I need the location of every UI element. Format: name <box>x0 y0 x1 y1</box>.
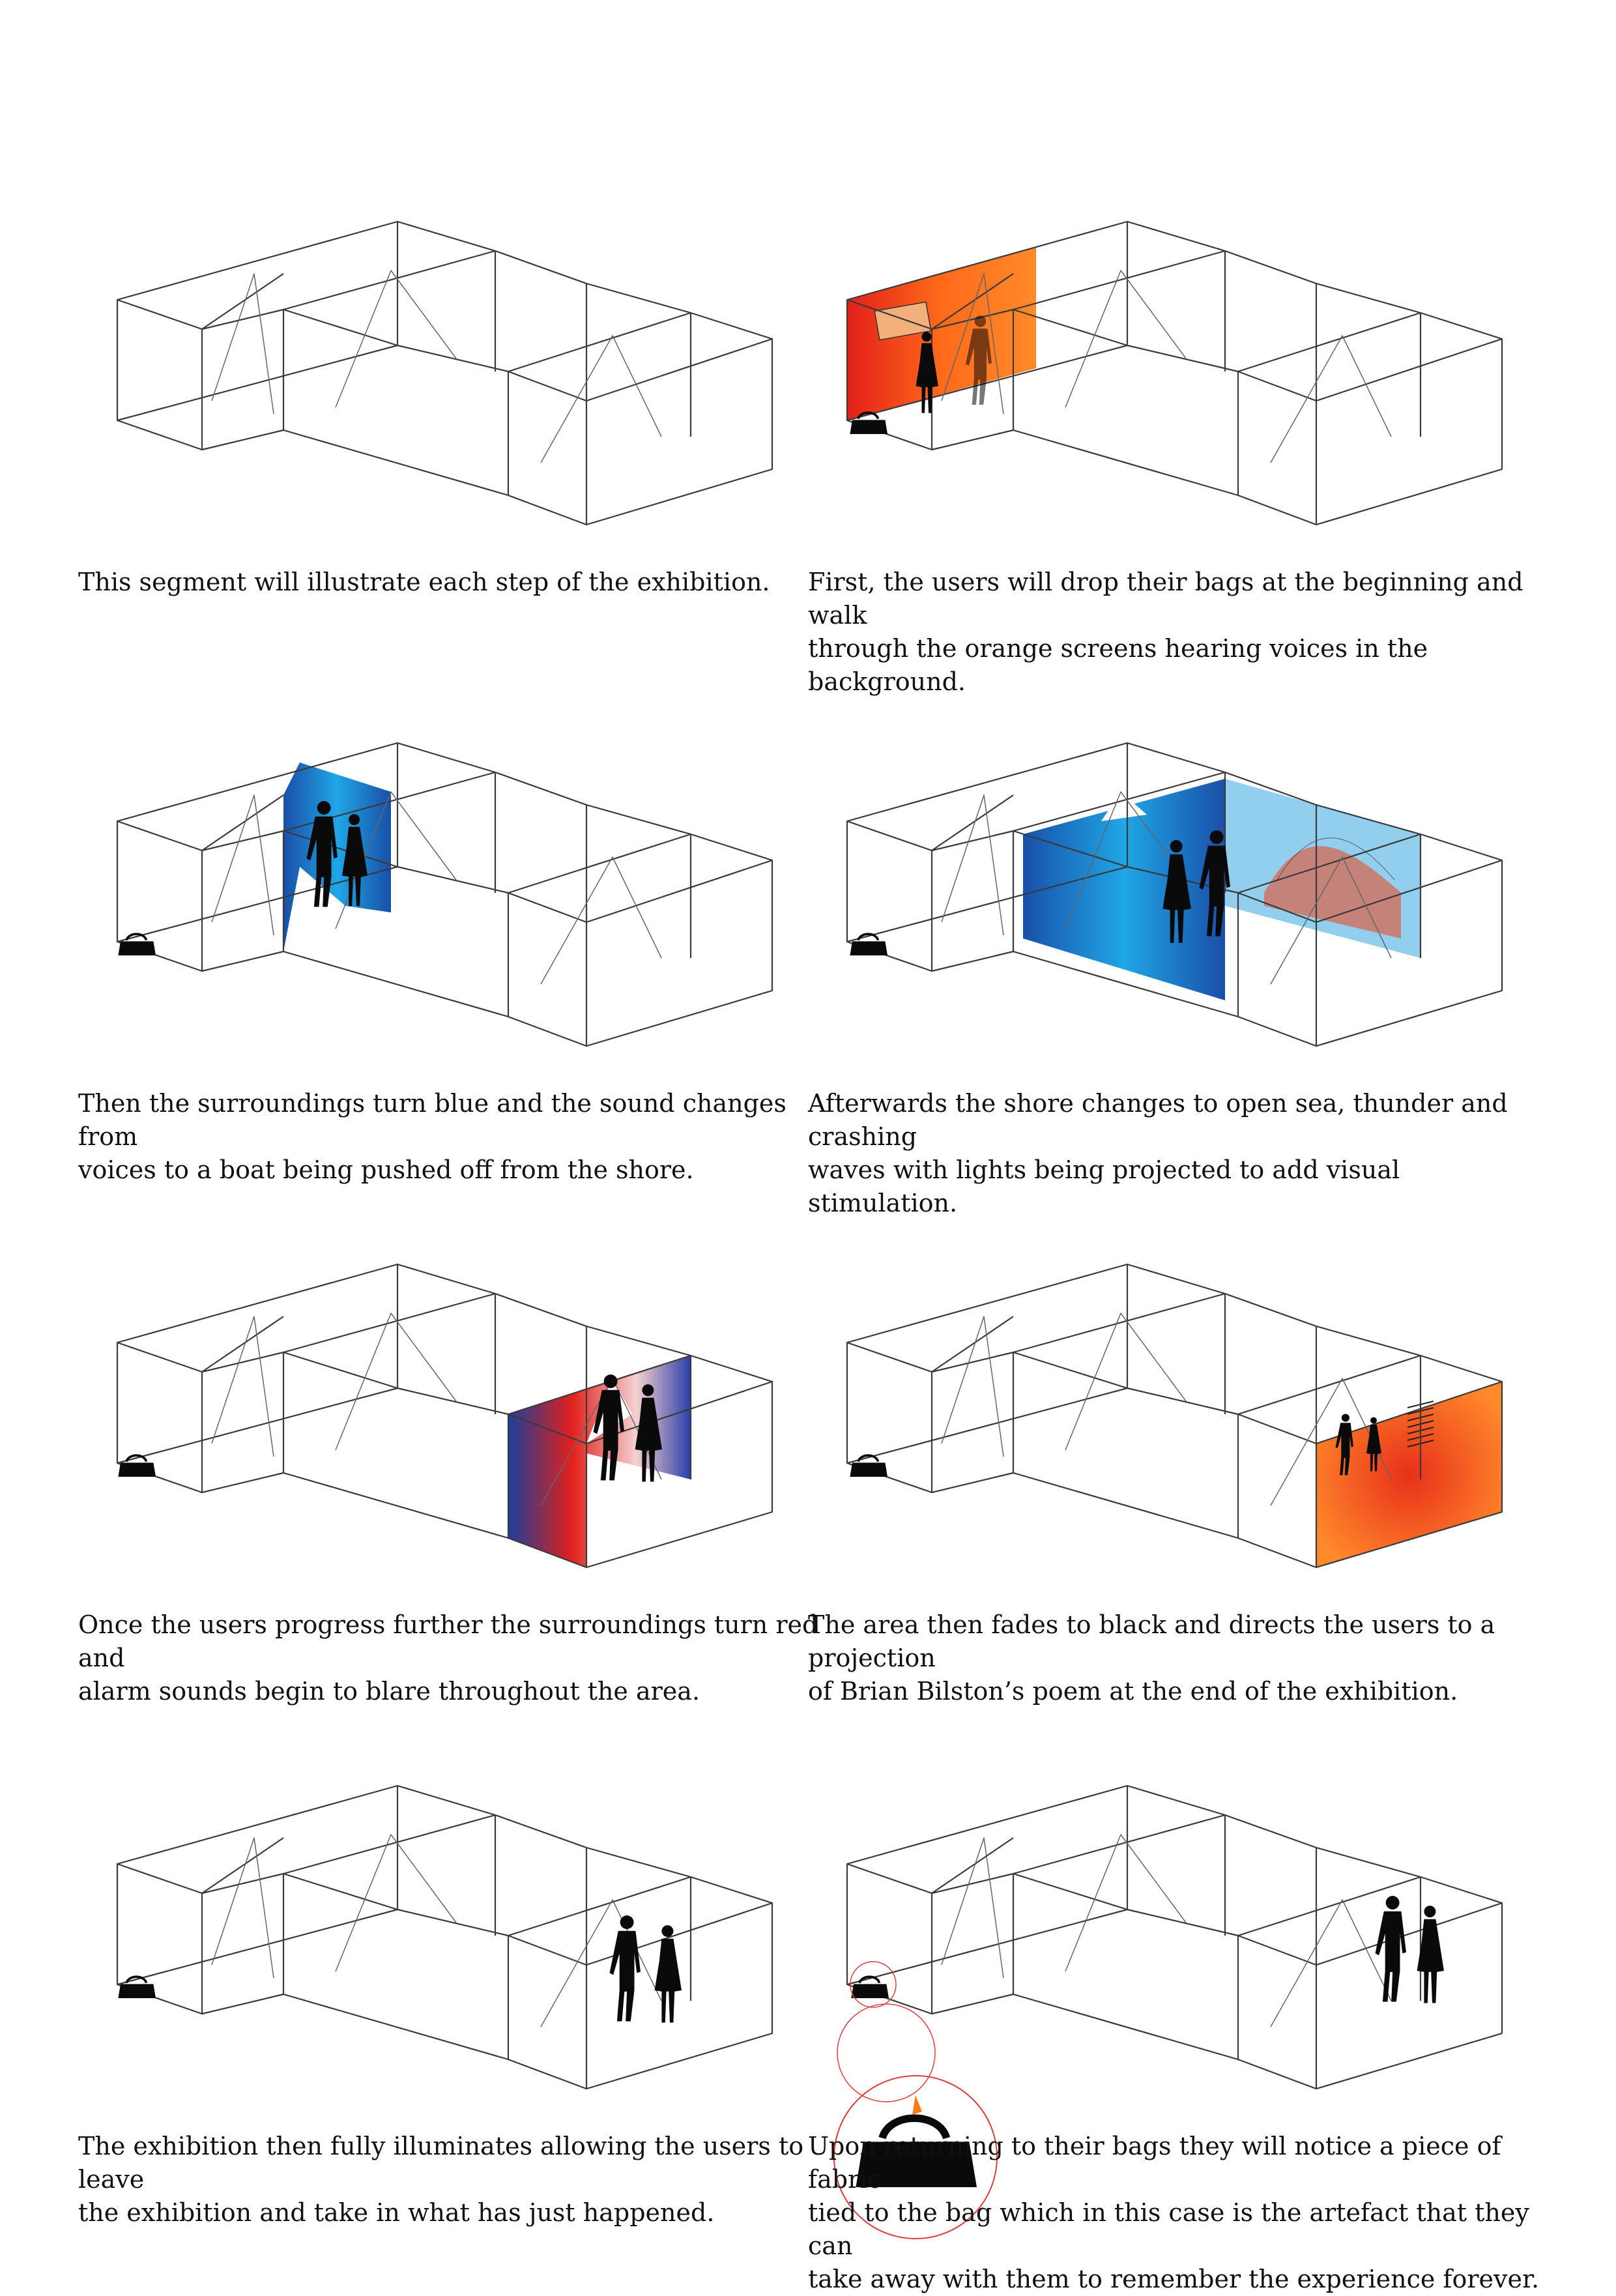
step-8-diagram <box>808 1707 1551 2072</box>
step-4-panel <box>808 665 1551 1217</box>
bag-icon <box>118 1977 156 1998</box>
bag-icon <box>118 1455 156 1477</box>
step-7-panel <box>78 1707 821 2229</box>
step-1-diagram <box>78 143 821 508</box>
bag-icon <box>850 934 887 955</box>
step-6-diagram <box>808 1186 1551 1551</box>
step-8-panel <box>808 1707 1551 2293</box>
step-5-caption: Once the users progress further the surroundings turn red and alarm sounds begin to blare throughout the area. <box>78 1610 818 1706</box>
step-4-caption: Afterwards the shore changes to open sea, thunder and crashing waves with lights being projected to add visual stimulation. <box>808 1089 1508 1217</box>
step-3-panel <box>78 665 821 1186</box>
step-7-diagram <box>78 1707 821 2072</box>
bag-icon <box>851 1977 889 1998</box>
bag-icon <box>118 934 156 955</box>
step-7-caption: The exhibition then fully illuminates allowing the users to leave the exhibition and take in what has just happened. <box>78 2132 804 2227</box>
step-1-panel <box>78 143 821 665</box>
bag-icon <box>850 1455 887 1477</box>
step-5-panel <box>78 1186 821 1707</box>
visitor-silhouettes <box>610 1915 641 2021</box>
step-3-diagram <box>78 665 821 1030</box>
step-4-diagram <box>808 665 1551 1030</box>
step-2-panel <box>808 143 1551 696</box>
step-2-diagram <box>808 143 1551 508</box>
step-3-caption: Then the surroundings turn blue and the sound changes from voices to a boat being pushed off from the shore. <box>78 1089 786 1184</box>
step-6-panel <box>808 1186 1551 1707</box>
step-6-caption: The area then fades to black and directs the users to a projection of Brian Bilston’s poem at the end of the exhibition. <box>808 1610 1495 1706</box>
step-8-caption: Upon returning to their bags they will notice a piece of fabric tied to the bag which in this case is the artefact that they can take away with them to remember the experience forever. <box>808 2132 1540 2293</box>
step-2-caption: First, the users will drop their bags at the beginning and walk through the orange screens hearing voices in the background. <box>808 568 1523 696</box>
step-5-diagram <box>78 1186 821 1551</box>
fabric-artefact <box>912 2095 922 2115</box>
step-1-caption: This segment will illustrate each step of the exhibition. <box>78 568 770 596</box>
red-screen <box>508 1356 691 1567</box>
visitor-silhouettes <box>1376 1896 1407 2001</box>
